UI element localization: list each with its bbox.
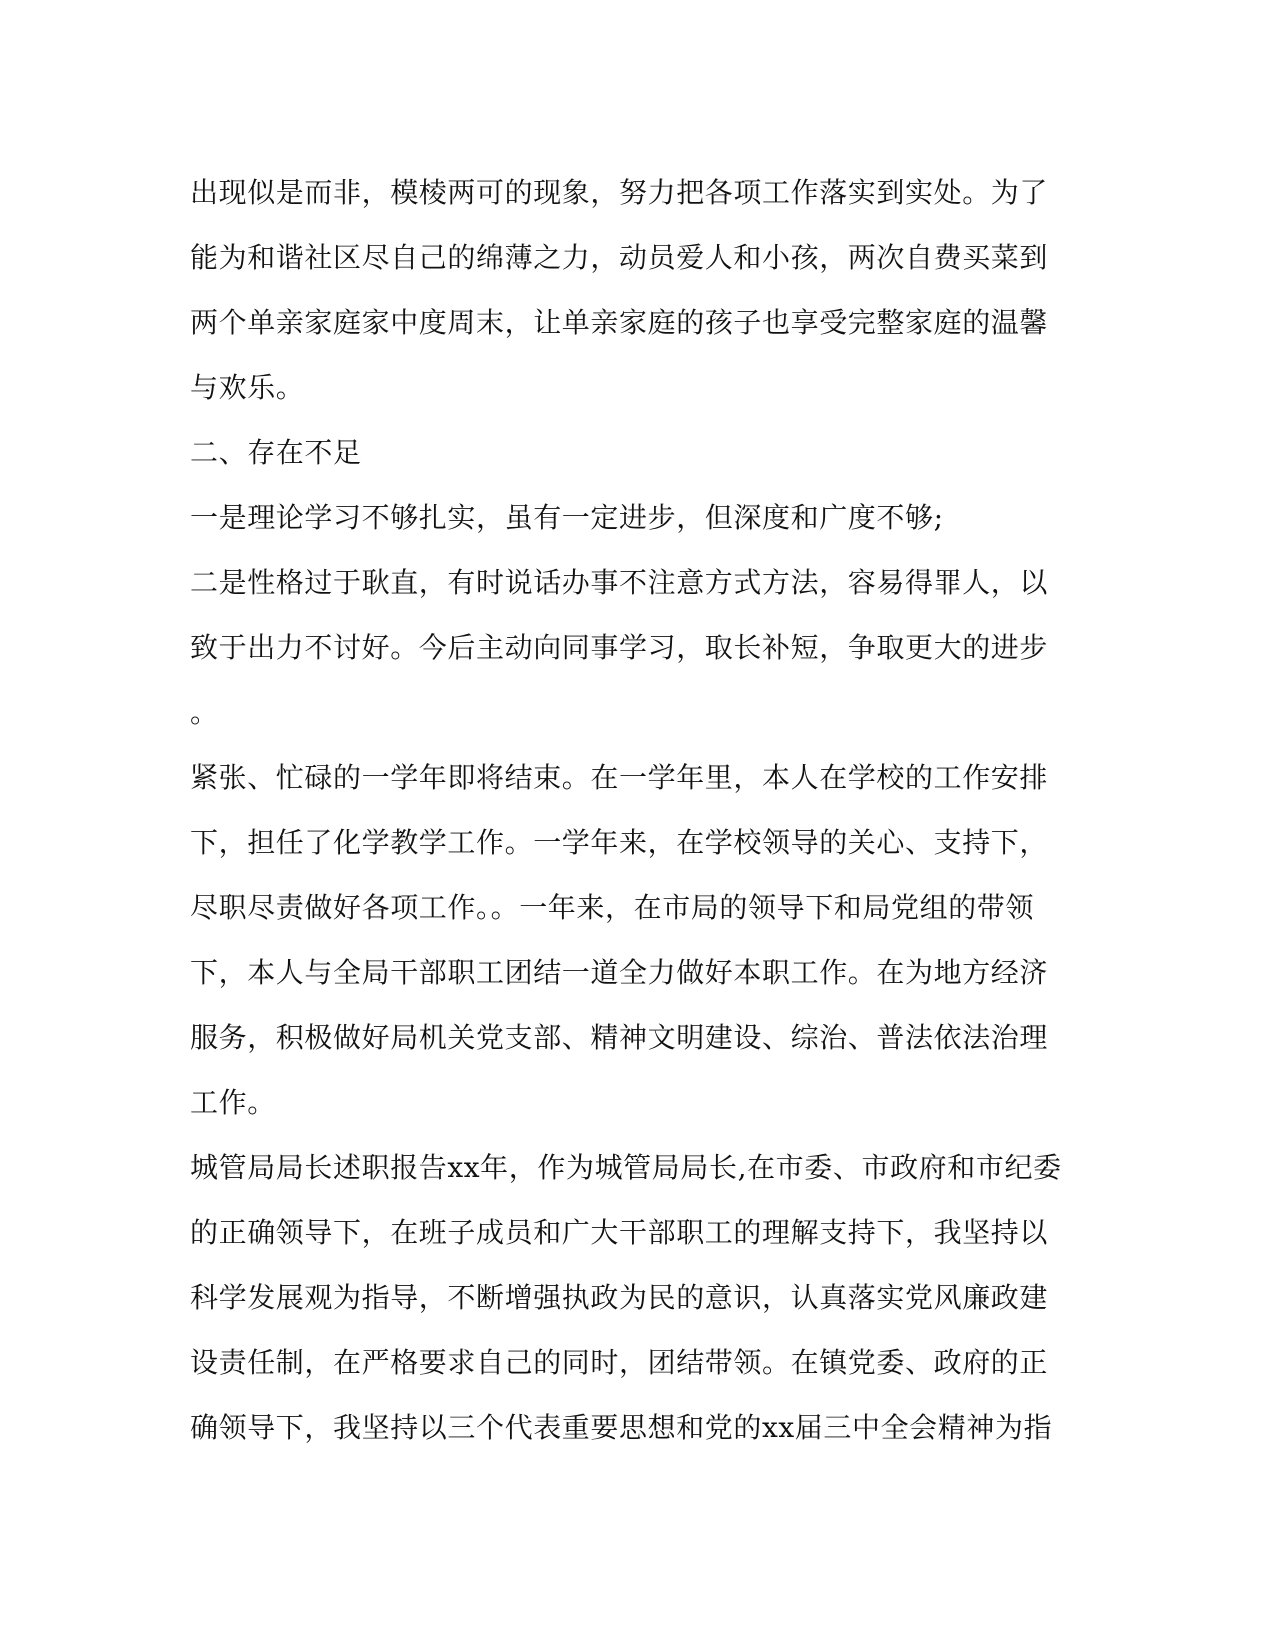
- text-line: 科学发展观为指导，不断增强执政为民的意识，认真落实党风廉政建: [190, 1281, 1049, 1314]
- body-text: [190, 160, 1090, 1460]
- text-line: 二是性格过于耿直，有时说话办事不注意方式方法，容易得罪人，以: [190, 566, 1049, 599]
- text-line: 紧张、忙碌的一学年即将结束。在一学年里，本人在学校的工作安排: [190, 761, 1049, 794]
- text-line: 两个单亲家庭家中度周末，让单亲家庭的孩子也享受完整家庭的温馨: [190, 306, 1049, 339]
- text-line: 设责任制，在严格要求自己的同时，团结带领。在镇党委、政府的正: [190, 1346, 1049, 1379]
- text-line: 确领导下，我坚持以三个代表重要思想和党的xx届三中全会精神为指: [190, 1411, 1053, 1444]
- text-line: 下，担任了化学教学工作。一学年来，在学校领导的关心、支持下，: [190, 826, 1049, 859]
- text-line: 出现似是而非，模棱两可的现象，努力把各项工作落实到实处。为了: [190, 176, 1049, 209]
- text-line: 与欢乐。: [190, 371, 305, 404]
- text-line: 工作。: [190, 1086, 276, 1119]
- text-line: 。: [190, 696, 219, 729]
- text-line: 下，本人与全局干部职工团结一道全力做好本职工作。在为地方经济: [190, 956, 1049, 989]
- text-line: 尽职尽责做好各项工作。。一年来，在市局的领导下和局党组的带领: [190, 891, 1035, 924]
- text-line: 服务，积极做好局机关党支部、精神文明建设、综治、普法依法治理: [190, 1021, 1049, 1054]
- text-line: 能为和谐社区尽自己的绵薄之力，动员爱人和小孩，两次自费买菜到: [190, 241, 1049, 274]
- text-line: 致于出力不讨好。今后主动向同事学习，取长补短，争取更大的进步: [190, 631, 1049, 664]
- section-heading: 二、存在不足: [190, 436, 362, 469]
- text-line: 的正确领导下，在班子成员和广大干部职工的理解支持下，我坚持以: [190, 1216, 1049, 1249]
- text-line: 城管局局长述职报告xx年，作为城管局局长,在市委、市政府和市纪委: [190, 1151, 1062, 1184]
- text-line: 一是理论学习不够扎实，虽有一定进步，但深度和广度不够;: [190, 501, 944, 534]
